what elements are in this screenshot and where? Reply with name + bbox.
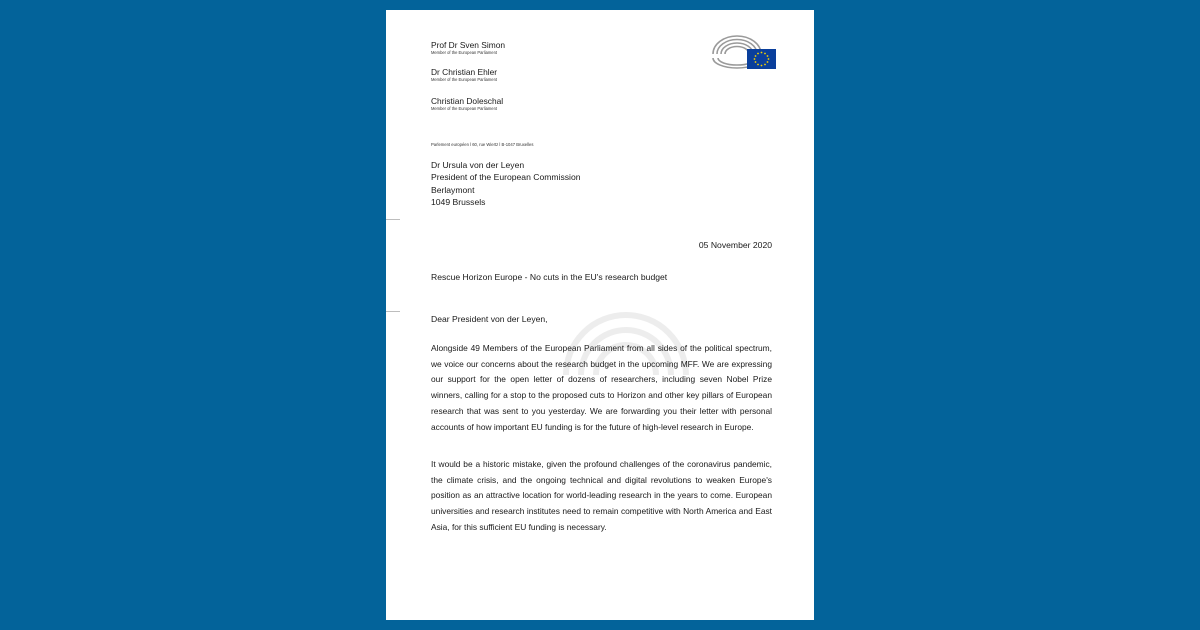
european-parliament-logo-icon — [711, 32, 777, 70]
sender-name: Prof Dr Sven Simon — [431, 40, 506, 50]
recipient-line: Berlaymont — [431, 184, 475, 195]
sender-role: Member of the European Parliament — [431, 50, 497, 55]
sender-address: Parlement européen l 60, rue Wiertz l B-1047 Bruxelles — [431, 142, 534, 147]
letter-page — [386, 10, 814, 620]
recipient-line: Dr Ursula von der Leyen — [431, 160, 525, 170]
sender-role: Member of the European Parliament — [431, 77, 497, 82]
body-paragraph: It would be a historic mistake, given the profound challenges of the coronavirus pandemic, the climate crisis, and the ongoing technical and digital revolutions to weaken Europe's position as an attractive location for world-leading research in the years to come. European universities and research institutes need to remain competitive with North America and East Asia, for this sufficient EU funding is necessary. — [431, 459, 772, 532]
recipient-address — [431, 159, 581, 208]
recipient-line: 1049 Brussels — [431, 196, 486, 207]
body-paragraph: Alongside 49 Members of the European Parliament from all sides of the political spectrum, we voice our concerns about the research budget in the upcoming MFF. We are expressing our support for the open letter of dozens of researchers, including seven Nobel Prize winners, calling for a stop to the proposed cuts to Horizon and other key pillars of European research that was sent to you yesterday. We are forwarding you their letter with personal accounts of how important EU funding is for the future of high-level research in Europe. — [431, 343, 772, 432]
fold-mark — [386, 219, 400, 220]
fold-mark — [386, 311, 400, 312]
recipient-line: President of the European Commission — [431, 172, 581, 183]
sender-block — [431, 67, 497, 82]
sender-block — [431, 40, 505, 55]
letter-date: 05 November 2020 — [698, 240, 772, 250]
sender-block — [431, 96, 503, 111]
sender-name: Dr Christian Ehler — [431, 67, 498, 77]
sender-name: Christian Doleschal — [431, 96, 504, 106]
salutation: Dear President von der Leyen, — [431, 314, 548, 324]
sender-role: Member of the European Parliament — [431, 106, 497, 111]
letter-subject: Rescue Horizon Europe - No cuts in the EU's research budget — [431, 272, 668, 282]
